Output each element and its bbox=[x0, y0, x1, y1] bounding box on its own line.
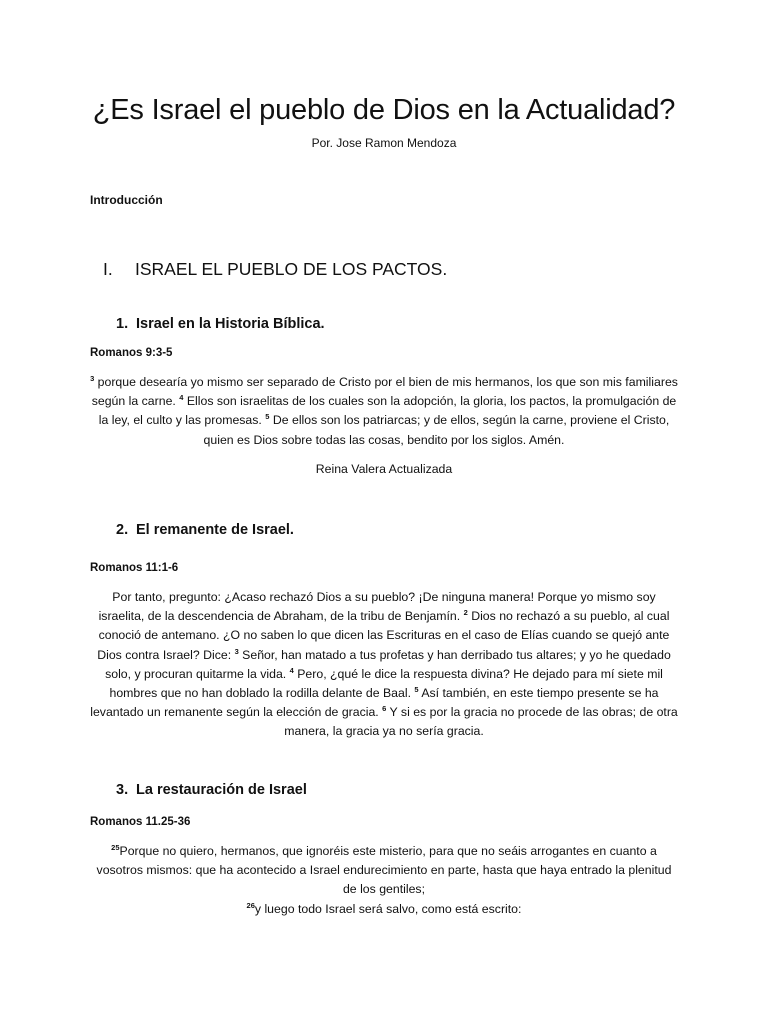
section-heading bbox=[103, 259, 447, 280]
bible-version: Reina Valera Actualizada bbox=[315, 462, 453, 476]
document-author: Por. Jose Ramon Mendoza bbox=[311, 136, 457, 150]
subsection-heading bbox=[116, 316, 325, 332]
subsection-title: El remanente de Israel. bbox=[136, 522, 294, 538]
verse-text: porque desearía yo mismo ser separado de Cristo por el bien de mis hermanos, los que son mis familiares según la carne. bbox=[91, 375, 678, 409]
subsection-number: 3. bbox=[116, 782, 129, 798]
verse-number: 2 bbox=[463, 608, 468, 618]
verse-text: Pero, ¿qué le dice la respuesta divina? He dejado para mí siete mil hombres que no han doblado la rodilla delante de Baal. bbox=[109, 666, 663, 701]
subsection-number: 1. bbox=[116, 316, 129, 332]
verse-number: 5 bbox=[265, 412, 270, 422]
verse-number: 26 bbox=[246, 900, 255, 910]
verse-text: Porque no quiero, hermanos, que ignoréis este misterio, para que no seáis arrogantes en cuanto a vosotros mismos: que ha acontecido a Israel endurecimiento en parte, hasta que haya entrado la plenitud de los gentiles; bbox=[96, 844, 672, 897]
verse-text: y luego todo Israel será salvo, como está escrito: bbox=[254, 901, 522, 916]
scripture-reference: Romanos 11.25-36 bbox=[90, 816, 191, 828]
scripture-passage bbox=[90, 842, 678, 919]
verse-number: 5 bbox=[414, 685, 419, 695]
scripture-reference: Romanos 11:1-6 bbox=[90, 562, 179, 574]
verse-text: Dios no rechazó a su pueblo, al cual conoció de antemano. ¿O no saben lo que dicen las Escrituras en el caso de Elías cuando se quejó ante Dios contra Israel? Dice: bbox=[97, 609, 670, 662]
verse-text: Por tanto, pregunto: ¿Acaso rechazó Dios a su pueblo? ¡De ninguna manera! Porque yo mismo soy israelita, de la descendencia de Abraham, de la tribu de Benjamín. bbox=[98, 590, 656, 624]
verse-number: 3 bbox=[90, 374, 95, 383]
subsection-number: 2. bbox=[116, 522, 129, 538]
subsection-heading bbox=[116, 782, 307, 798]
verse-number: 4 bbox=[289, 665, 294, 675]
verse-number: 25 bbox=[111, 843, 120, 852]
section-number: I. bbox=[103, 259, 113, 279]
subsection-title: La restauración de Israel bbox=[136, 782, 307, 798]
verse-number: 6 bbox=[382, 704, 387, 714]
section-title: ISRAEL EL PUEBLO DE LOS PACTOS. bbox=[135, 259, 448, 279]
verse-text: Y si es por la gracia no procede de las obras; de otra manera, la gracia ya no sería gracia. bbox=[284, 705, 678, 739]
verse-number: 4 bbox=[179, 393, 184, 403]
scripture-passage bbox=[90, 373, 678, 450]
subsection-title: Israel en la Historia Bíblica. bbox=[136, 316, 325, 332]
verse-text: Ellos son israelitas de los cuales son la adopción, la gloria, los pactos, la promulgación de la ley, el culto y las promesas. bbox=[98, 394, 677, 428]
subsection-heading bbox=[116, 522, 294, 538]
verse-number: 3 bbox=[234, 646, 239, 656]
verse-text: De ellos son los patriarcas; y de ellos, según la carne, proviene el Cristo, quien es Dios sobre todas las cosas, bendito por los siglos. Amén. bbox=[203, 413, 670, 447]
scripture-reference: Romanos 9:3-5 bbox=[90, 347, 173, 359]
intro-heading: Introducción bbox=[90, 193, 163, 207]
verse-text: Así también, en este tiempo presente se ha levantado un remanente según la elección de gracia. bbox=[90, 686, 659, 720]
document-title: ¿Es Israel el pueblo de Dios en la Actualidad? bbox=[92, 94, 676, 126]
verse-text: Señor, han matado a tus profetas y han derribado tus altares; y yo he quedado solo, y procuran quitarme la vida. bbox=[105, 647, 671, 681]
scripture-passage bbox=[90, 588, 678, 742]
